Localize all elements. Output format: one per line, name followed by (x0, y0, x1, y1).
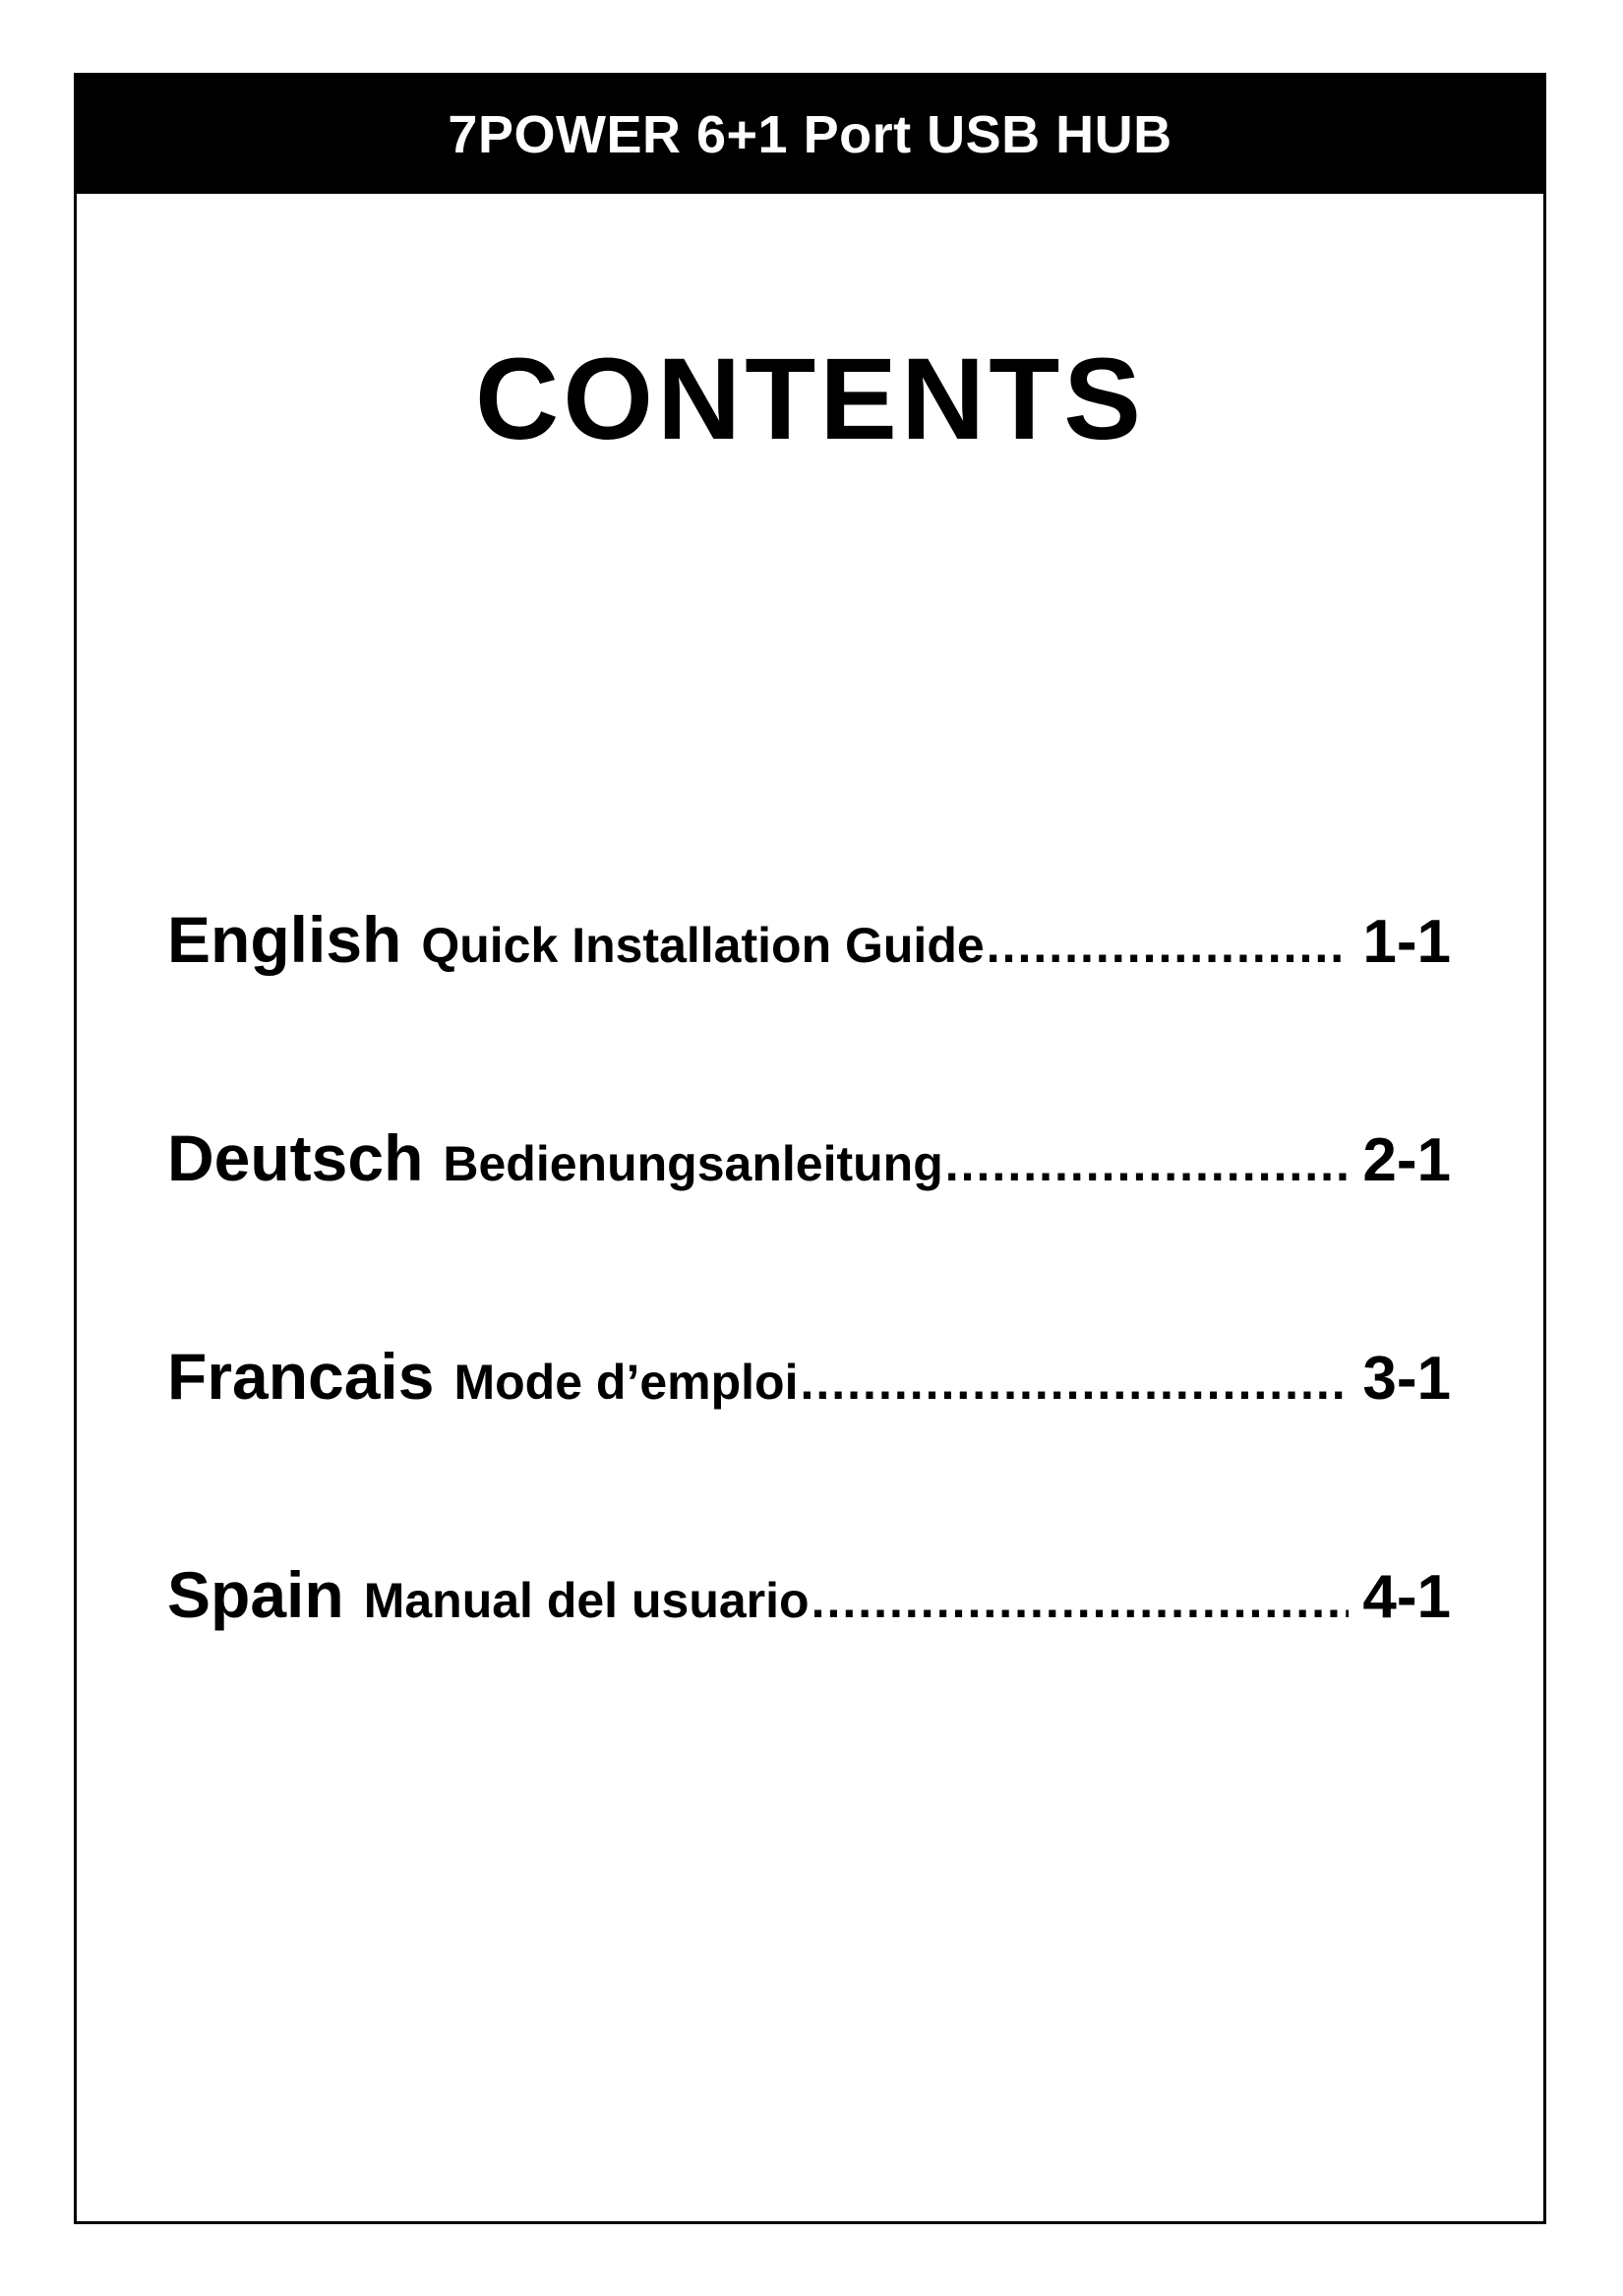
toc-leader-dots (945, 1135, 1350, 1192)
toc-description: Quick Installation Guide (421, 918, 985, 973)
toc-language: Deutsch (167, 1121, 424, 1194)
toc-page-number: 4-1 (1362, 1563, 1451, 1631)
toc-language: English (167, 903, 402, 976)
header-bar (77, 76, 1543, 194)
table-of-contents (167, 902, 1451, 1776)
page-title: CONTENTS (475, 334, 1145, 464)
toc-page-number: 3-1 (1362, 1345, 1451, 1413)
toc-entry-francais[interactable] (167, 1339, 1451, 1557)
toc-leader-dots (987, 917, 1350, 974)
toc-language: Spain (167, 1558, 344, 1631)
page-frame (74, 73, 1546, 2224)
header-title: 7POWER 6+1 Port USB HUB (448, 105, 1172, 164)
toc-entry-english[interactable] (167, 902, 1451, 1120)
toc-description: Bedienungsanleitung (443, 1136, 943, 1191)
toc-description: Mode d’emploi (453, 1355, 799, 1410)
toc-language: Francais (167, 1340, 435, 1413)
toc-description: Manual del usuario (363, 1573, 810, 1628)
toc-leader-dots (812, 1572, 1350, 1629)
toc-page-number: 2-1 (1362, 1126, 1451, 1194)
toc-page-number: 1-1 (1362, 908, 1451, 976)
toc-entry-spain[interactable] (167, 1557, 1451, 1776)
toc-entry-deutsch[interactable] (167, 1120, 1451, 1339)
toc-leader-dots (800, 1354, 1349, 1411)
